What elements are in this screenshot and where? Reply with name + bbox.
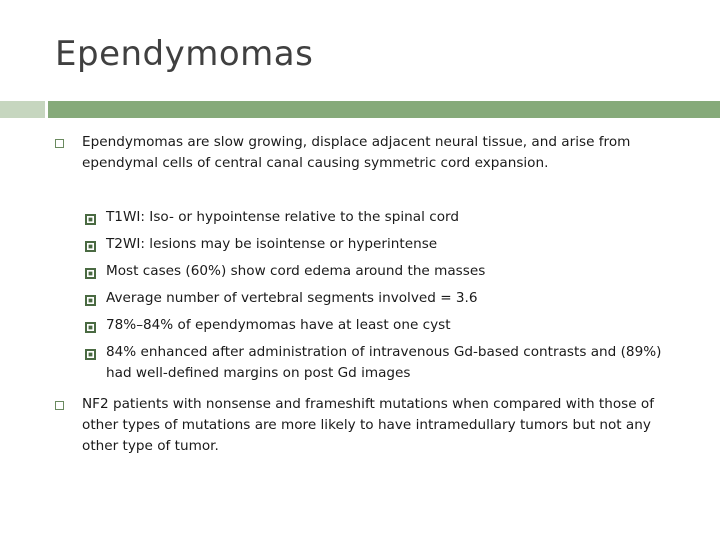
- bullet-square-outline-icon: [55, 401, 64, 410]
- bullet-paragraph-2: NF2 patients with nonsense and frameshift mutations when compared with those of other types of mutations are more likely to have intramedullary tumors but not any other type of tumor.: [82, 396, 655, 454]
- sub-bullet-5: 78%–84% of ependymomas have at least one cyst: [106, 317, 451, 333]
- sub-bullet-6: 84% enhanced after administration of intravenous Gd-based contrasts and (89%) had well-defined margins on post Gd images: [106, 344, 662, 381]
- bullet-square-filled-icon: [85, 241, 96, 252]
- sub-bullet-2: T2WI: lesions may be isointense or hyperintense: [106, 236, 438, 252]
- bullet-paragraph-1: Ependymomas are slow growing, displace adjacent neural tissue, and arise from ependymal cells of central canal causing symmetric cord expansion.: [82, 134, 631, 171]
- bullet-square-filled-icon: [85, 214, 96, 225]
- slide-title: Ependymomas: [55, 34, 314, 74]
- sub-bullet-1: T1WI: Iso- or hypointense relative to the spinal cord: [106, 209, 459, 225]
- bullet-square-outline-icon: [55, 139, 64, 148]
- title-bar-accent-dark: [48, 101, 720, 118]
- bullet-square-filled-icon: [85, 349, 96, 360]
- sub-bullet-4: Average number of vertebral segments involved = 3.6: [106, 290, 478, 306]
- bullet-square-filled-icon: [85, 295, 96, 306]
- sub-bullet-3: Most cases (60%) show cord edema around the masses: [106, 263, 486, 279]
- title-bar-accent-light: [0, 101, 45, 118]
- bullet-square-filled-icon: [85, 322, 96, 333]
- bullet-square-filled-icon: [85, 268, 96, 279]
